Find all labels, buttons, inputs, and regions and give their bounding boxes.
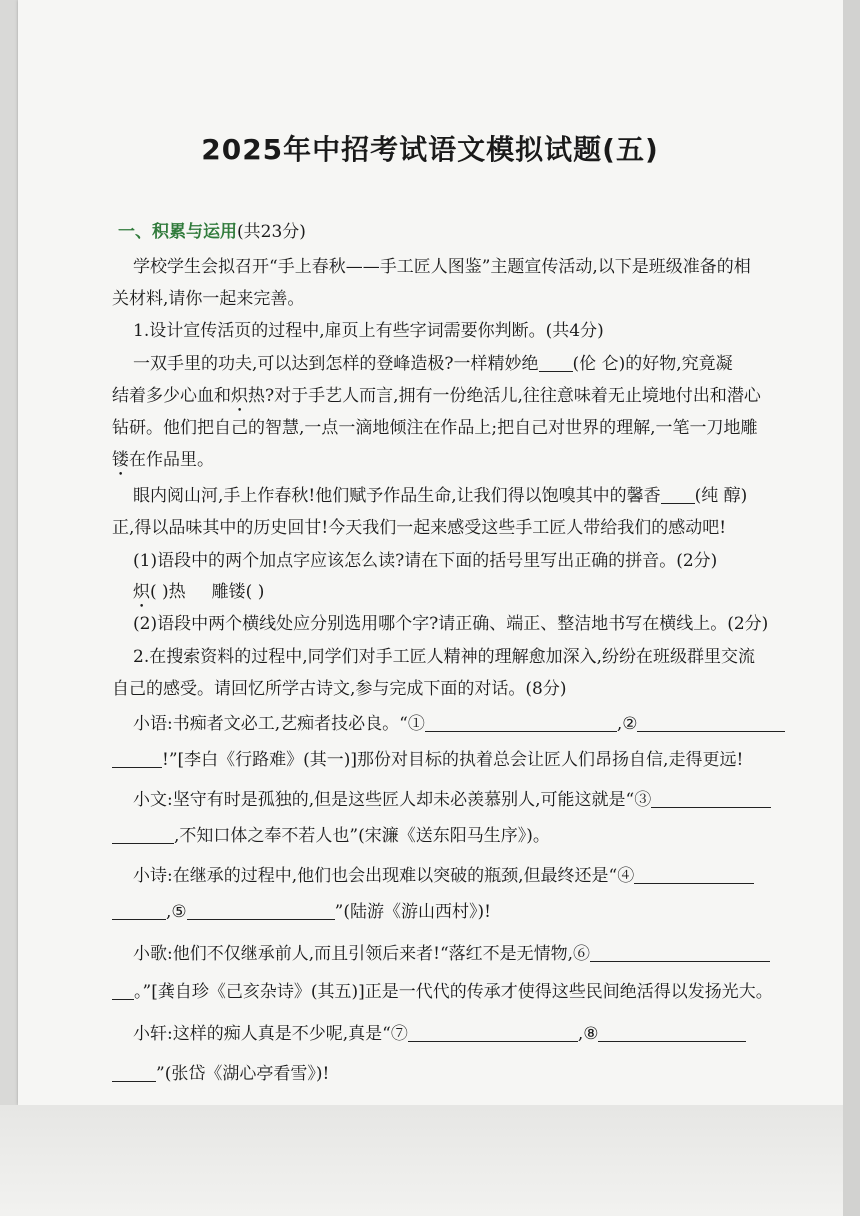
answer-blank-2b[interactable] <box>112 751 162 768</box>
blank-2[interactable] <box>661 487 695 504</box>
passage-text: 在作品里。 <box>129 450 214 470</box>
passage-text: 眼内阅山河,手上作春秋!他们赋予作品生命,让我们得以饱嗅其中的馨香 <box>133 486 661 506</box>
page-title: 2025年中招考试语文模拟试题(五) <box>201 133 659 166</box>
dialogue-xiaoge <box>133 942 802 966</box>
dialogue-text: ,⑧ <box>577 1024 599 1044</box>
dialogue-text: ”(张岱《湖心亭看雪》)! <box>156 1064 330 1084</box>
section-heading <box>118 220 808 244</box>
intro-line-2: 关材料,请你一起来完善。 <box>112 289 305 309</box>
dialogue-xiaowen-2 <box>112 824 802 848</box>
passage-line-1 <box>133 352 802 376</box>
blank-1[interactable] <box>539 355 573 372</box>
dialogue-text: 小轩:这样的痴人真是不少呢,真是“⑦ <box>133 1024 408 1044</box>
dialogue-text: 小诗:在继承的过程中,他们也会出现难以突破的瓶颈,但最终还是“④ <box>133 866 635 886</box>
blank-options: (纯 醇) <box>694 486 748 506</box>
passage-line-4 <box>112 448 802 480</box>
answer-blank-3[interactable] <box>651 791 771 808</box>
answer-blank-6b[interactable] <box>112 983 134 1000</box>
dotted-char: 镂 <box>112 450 129 470</box>
answer-blank-7[interactable] <box>408 1025 578 1042</box>
dialogue-text: !”[李白《行路难》(其一)]那份对目标的执着总会让匠人们昂扬自信,走得更远! <box>162 750 744 770</box>
dialogue-text: ,⑤ <box>166 902 187 922</box>
dialogue-text: 小文:坚守有时是孤独的,但是这些匠人却未必羡慕别人,可能这就是“③ <box>133 790 652 810</box>
passage-text: 一双手里的功夫,可以达到怎样的登峰造极?一样精妙绝 <box>133 354 539 374</box>
dialogue-xiaoshi-2 <box>112 900 802 924</box>
answer-blank-8[interactable] <box>598 1025 746 1042</box>
answer-blank-5[interactable] <box>187 903 335 920</box>
scan-margin <box>0 1105 860 1216</box>
dialogue-text: ”(陆游《游山西村》)! <box>334 902 491 922</box>
q1-sub1-words <box>133 580 802 612</box>
dialogue-xiaoyu <box>133 712 802 736</box>
answer-blank-4b[interactable] <box>112 903 166 920</box>
intro-line-1: 学校学生会拟召开“手上春秋——手工匠人图鉴”主题宣传活动,以下是班级准备的相 <box>133 257 751 277</box>
pinyin-word-2[interactable]: 雕镂( ) <box>211 582 265 602</box>
pinyin-word-1-char: 炽 <box>133 582 150 602</box>
passage-line-2 <box>112 384 802 416</box>
dialogue-xiaowen <box>133 788 802 812</box>
q1-stem: 1.设计宣传活页的过程中,扉页上有些字词需要你判断。(共4分) <box>133 321 604 341</box>
answer-blank-3b[interactable] <box>112 827 174 844</box>
section-score: (共23分) <box>237 222 306 242</box>
dialogue-xiaoxuan-2 <box>112 1062 802 1086</box>
passage-line-5 <box>133 484 802 508</box>
passage-line-3: 钻研。他们把自己的智慧,一点一滴地倾注在作品上;把自己对世界的理解,一笔一刀地雕 <box>112 418 758 438</box>
answer-blank-1[interactable] <box>425 715 617 732</box>
dialogue-text: 小歌:他们不仅继承前人,而且引领后来者!“落红不是无情物,⑥ <box>133 944 591 964</box>
answer-blank-4[interactable] <box>634 867 754 884</box>
dialogue-text: ,② <box>616 714 638 734</box>
answer-blank-2[interactable] <box>637 715 785 732</box>
dialogue-xiaoshi <box>133 864 802 888</box>
q2-stem-2: 自己的感受。请回忆所学古诗文,参与完成下面的对话。(8分) <box>112 679 567 699</box>
dialogue-xiaoxuan <box>133 1022 802 1046</box>
section-name: 一、积累与运用 <box>118 222 237 242</box>
passage-line-6: 正,得以品味其中的历史回甘!今天我们一起来感受这些手工匠人带给我们的感动吧! <box>112 518 727 538</box>
dialogue-xiaoge-2 <box>112 980 802 1004</box>
answer-blank-6[interactable] <box>590 945 770 962</box>
dialogue-text: 小语:书痴者文必工,艺痴者技必良。“① <box>133 714 425 734</box>
dialogue-text: ,不知口体之奉不若人也”(宋濂《送东阳马生序》)。 <box>174 826 550 846</box>
blank-options: (伦 仑) <box>572 354 626 374</box>
passage-text: 热?对于手艺人而言,拥有一份绝活儿,往往意味着无止境地付出和潜心 <box>248 386 761 406</box>
dialogue-xiaoyu-2 <box>112 748 802 772</box>
pinyin-word-1[interactable]: ( )热 <box>150 582 186 602</box>
q1-sub1: (1)语段中的两个加点字应该怎么读?请在下面的括号里写出正确的拼音。(2分) <box>133 551 718 571</box>
q1-sub2: (2)语段中两个横线处应分别选用哪个字?请正确、端正、整洁地书写在横线上。(2分) <box>133 614 769 634</box>
passage-text: 的好物,究竟凝 <box>625 354 733 374</box>
dotted-char: 炽 <box>231 386 248 406</box>
passage-text: 结着多少心血和 <box>112 386 231 406</box>
scan-edge <box>843 0 860 1216</box>
dialogue-text: 。”[龚自珍《己亥杂诗》(其五)]正是一代代的传承才使得这些民间绝活得以发扬光大。 <box>134 982 773 1002</box>
q2-stem-1: 2.在搜索资料的过程中,同学们对手工匠人精神的理解愈加深入,纷纷在班级群里交流 <box>133 647 756 667</box>
answer-blank-8b[interactable] <box>112 1065 156 1082</box>
